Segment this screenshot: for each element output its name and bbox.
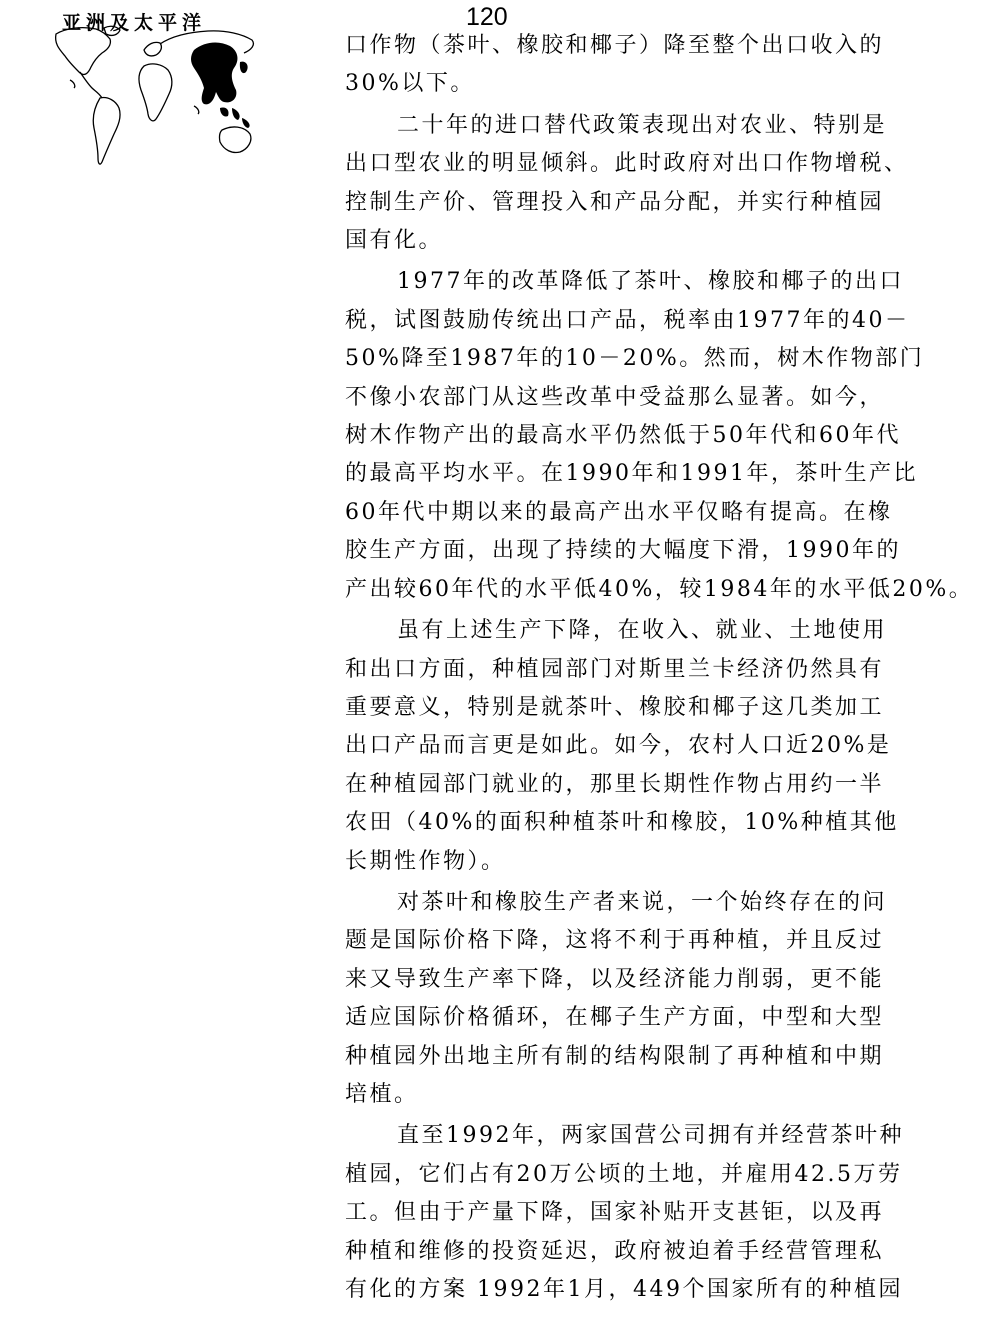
text-line: 直至1992年，两家国营公司拥有并经营茶叶种 — [397, 1123, 904, 1149]
region-header-label: 亚洲及太平洋 — [62, 12, 207, 34]
text-line: 农田（40%的面积种植茶叶和橡胶，10%种植其他 — [345, 810, 899, 836]
text-line: 来又导致生产率下降，以及经济能力削弱，更不能 — [345, 966, 885, 992]
text-line: 种植和维修的投资延迟，政府被迫着手经营管理私 — [345, 1238, 885, 1264]
world-map-icon — [44, 22, 262, 168]
text-line: 培植。 — [345, 1081, 419, 1107]
text-line: 适应国际价格循环，在椰子生产方面，中型和大型 — [345, 1005, 885, 1031]
text-line: 国有化。 — [345, 228, 444, 254]
text-line: 胶生产方面，出现了持续的大幅度下滑，1990年的 — [345, 538, 901, 564]
text-line: 控制生产价、管理投入和产品分配，并实行种植园 — [345, 189, 885, 215]
text-line: 二十年的进口替代政策表现出对农业、特别是 — [397, 112, 888, 138]
text-line: 长期性作物）。 — [345, 848, 506, 874]
text-line: 口作物（茶叶、橡胶和椰子）降至整个出口收入的 — [345, 33, 885, 58]
text-line: 出口产品而言更是如此。如今，农村人口近20%是 — [345, 733, 892, 759]
text-line: 对茶叶和橡胶生产者来说，一个始终存在的问 — [397, 889, 888, 915]
text-line: 有化的方案 1992年1月，449个国家所有的种植园 — [345, 1277, 903, 1302]
text-line: 重要意义，特别是就茶叶、橡胶和椰子这几类加工 — [345, 694, 885, 720]
text-line: 税，试图鼓励传统出口产品，税率由1977年的40－ — [345, 307, 910, 333]
text-line: 60年代中期以来的最高产出水平仅略有提高。在橡 — [345, 499, 893, 525]
text-line: 出口型农业的明显倾斜。此时政府对出口作物增税、 — [345, 151, 909, 177]
text-line: 的最高平均水平。在1990年和1991年，茶叶生产比 — [345, 461, 918, 487]
text-line: 在种植园部门就业的，那里长期性作物占用约一半 — [345, 771, 885, 797]
text-line: 植园，它们占有20万公顷的土地，并雇用42.5万劳 — [345, 1161, 903, 1187]
text-line: 和出口方面，种植园部门对斯里兰卡经济仍然具有 — [345, 656, 885, 682]
text-line: 种植园外出地主所有制的结构限制了再种植和中期 — [345, 1043, 885, 1069]
text-line: 工。但由于产量下降，国家补贴开支甚钜，以及再 — [345, 1200, 885, 1226]
body-text — [345, 27, 974, 1309]
text-line: 30%以下。 — [345, 71, 475, 97]
text-line: 树木作物产出的最高水平仍然低于50年代和60年代 — [345, 423, 901, 449]
text-line: 不像小农部门从这些改革中受益那么显著。如今， — [345, 384, 885, 410]
text-line: 虽有上述生产下降，在收入、就业、土地使用 — [397, 618, 888, 644]
text-line: 题是国际价格下降，这将不利于再种植，并且反过 — [345, 928, 885, 954]
text-line: 1977年的改革降低了茶叶、橡胶和椰子的出口 — [397, 269, 904, 295]
page-number: 120 — [466, 3, 508, 31]
text-line: 产出较60年代的水平低40%，较1984年的水平低20%。 — [345, 576, 974, 602]
text-line: 50%降至1987年的10－20%。然而，树木作物部门 — [345, 346, 925, 372]
